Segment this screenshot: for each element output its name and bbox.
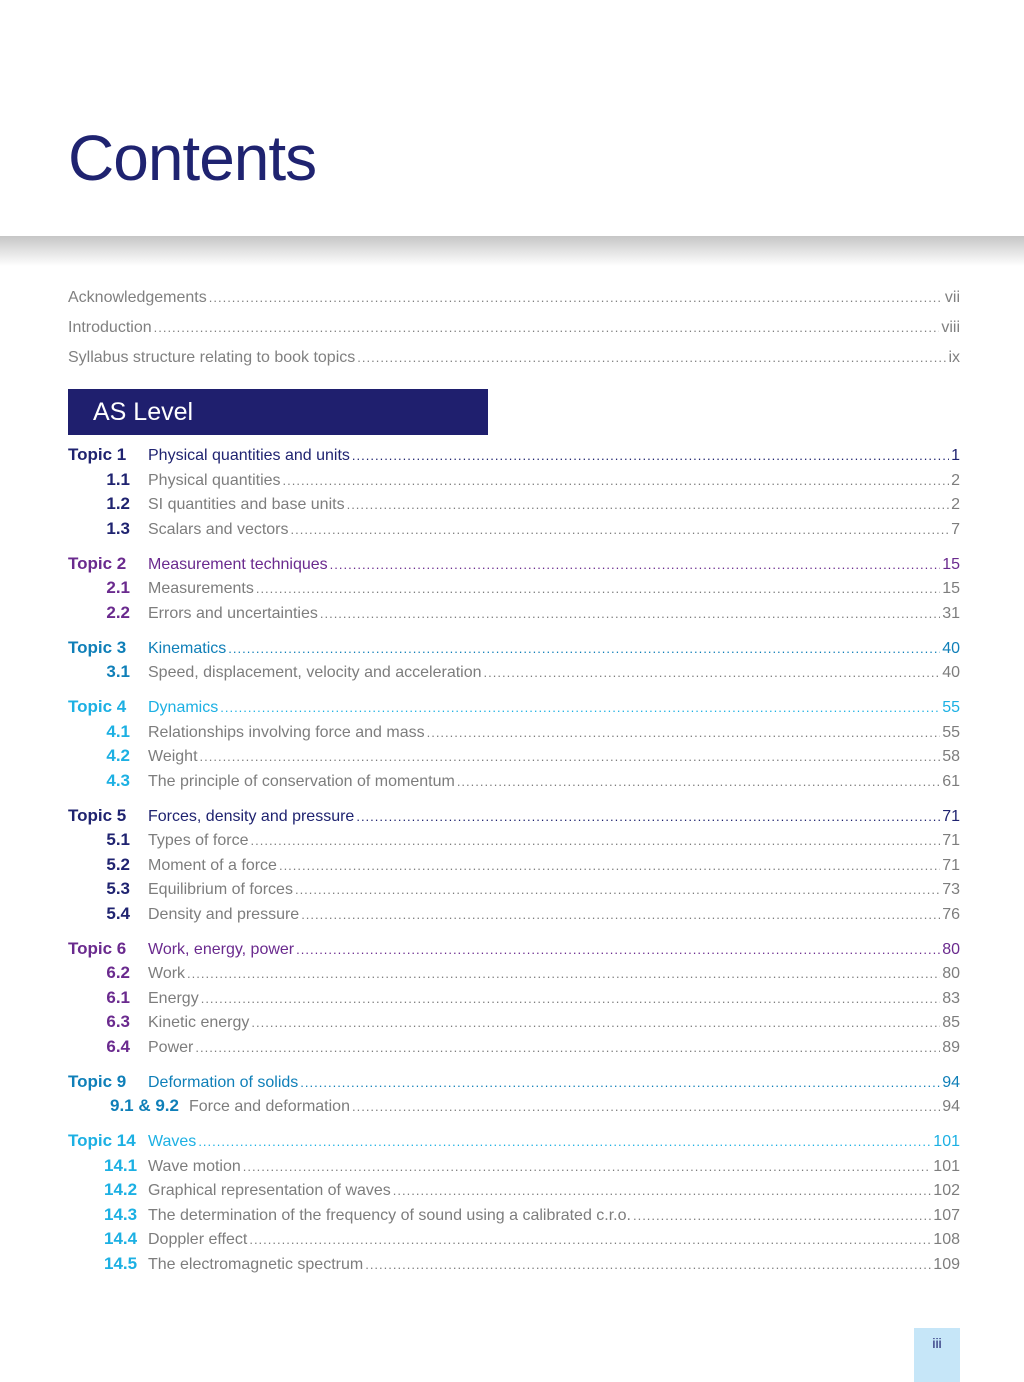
subtopic-page: 15 <box>942 580 960 597</box>
entry-title: Introduction <box>68 319 152 336</box>
subtopic-page: 102 <box>933 1182 960 1199</box>
topic-row[interactable] <box>68 1070 960 1095</box>
dot-leader <box>356 805 940 829</box>
subtopic-row[interactable] <box>68 877 960 902</box>
subtopic-page: 73 <box>942 881 960 898</box>
subtopic-row[interactable] <box>68 769 960 794</box>
toc-list <box>68 443 960 1287</box>
subtopic-title: Speed, displacement, velocity and acceleration <box>148 664 482 681</box>
subtopic-number: 14.2 <box>104 1180 138 1199</box>
subtopic-title: Density and pressure <box>148 905 300 923</box>
subtopic-number: 14.3 <box>104 1204 138 1224</box>
subtopic-page: 80 <box>942 965 960 982</box>
subtopic-page: 107 <box>933 1206 960 1224</box>
subtopic-page: 108 <box>933 1231 960 1248</box>
dot-leader <box>228 637 940 661</box>
subtopic-title: Weight <box>148 748 198 765</box>
subtopic-number: 14.5 <box>104 1253 138 1273</box>
dot-leader <box>357 346 946 370</box>
subtopic-row[interactable] <box>68 853 960 878</box>
topic-title: Physical quantities and units <box>148 447 350 464</box>
dot-leader <box>427 721 941 745</box>
subtopic-row[interactable] <box>68 828 960 853</box>
topic-row[interactable] <box>68 695 960 720</box>
subtopic-number: 5.4 <box>106 903 130 923</box>
front-entry-acknowledgements[interactable] <box>68 286 960 316</box>
topic-row[interactable] <box>68 937 960 962</box>
subtopic-row[interactable] <box>68 744 960 769</box>
topic-label: Topic 6 <box>68 938 127 958</box>
dot-leader <box>457 770 940 794</box>
entry-title: Syllabus structure relating to book topics <box>68 349 356 366</box>
topic-row[interactable] <box>68 636 960 661</box>
topic-page: 1 <box>951 447 960 464</box>
topic-page: 71 <box>942 807 960 825</box>
subtopic-number: 1.2 <box>106 494 130 513</box>
subtopic-page: 7 <box>951 520 960 538</box>
topic-group-2 <box>68 552 960 626</box>
subtopic-row[interactable] <box>68 1178 960 1203</box>
subtopic-row[interactable] <box>68 1154 960 1179</box>
subtopic-page: 55 <box>942 723 960 741</box>
front-matter-list <box>68 286 960 376</box>
section-banner: AS Level <box>68 389 488 435</box>
topic-label: Topic 4 <box>68 697 127 716</box>
subtopic-number: 1.1 <box>106 469 130 489</box>
subtopic-number: 14.1 <box>104 1155 138 1175</box>
topic-group-5 <box>68 804 960 927</box>
subtopic-title: Moment of a force <box>148 856 277 874</box>
subtopic-title: Errors and uncertainties <box>148 604 318 622</box>
subtopic-title: The principle of conservation of momentum <box>148 772 455 790</box>
subtopic-title: Kinetic energy <box>148 1014 250 1031</box>
topic-title: Measurement techniques <box>148 555 328 573</box>
subtopic-row[interactable] <box>68 576 960 601</box>
subtopic-row[interactable] <box>68 1227 960 1252</box>
subtopic-page: 71 <box>942 856 960 874</box>
header-shade <box>0 236 1024 266</box>
subtopic-page: 2 <box>951 496 960 513</box>
topic-page: 80 <box>942 940 960 958</box>
dot-leader <box>220 696 940 720</box>
topic-label: Topic 1 <box>68 445 127 464</box>
subtopic-title: Doppler effect <box>148 1231 248 1248</box>
dot-leader <box>347 493 950 517</box>
subtopic-page: 2 <box>951 471 960 489</box>
dot-leader <box>200 745 941 769</box>
subtopic-number: 9.1 & 9.2 <box>110 1096 179 1115</box>
topic-page: 40 <box>942 639 960 657</box>
topic-page: 15 <box>942 555 960 573</box>
subtopic-number: 4.1 <box>106 721 130 741</box>
topic-label: Topic 9 <box>68 1071 127 1091</box>
dot-leader <box>393 1179 932 1203</box>
entry-page: vii <box>944 289 960 306</box>
front-entry-introduction[interactable] <box>68 316 960 346</box>
subtopic-title: Energy <box>148 989 199 1007</box>
dot-leader <box>301 903 940 927</box>
subtopic-row[interactable] <box>68 492 960 517</box>
topic-title: Work, energy, power <box>148 940 295 958</box>
subtopic-title: Work <box>148 965 186 982</box>
subtopic-title: The determination of the frequency of sound using a calibrated c.r.o. <box>148 1206 631 1224</box>
dot-leader <box>209 286 943 310</box>
topic-label: Topic 5 <box>68 805 127 825</box>
dot-leader <box>251 1011 940 1035</box>
subtopic-number: 6.1 <box>106 987 130 1007</box>
subtopic-page: 101 <box>933 1157 960 1175</box>
subtopic-title: Measurements <box>148 580 254 597</box>
subtopic-number: 6.3 <box>106 1012 130 1031</box>
subtopic-row[interactable] <box>68 720 960 745</box>
dot-leader <box>256 577 940 601</box>
subtopic-page: 85 <box>942 1014 960 1031</box>
subtopic-row[interactable] <box>68 1203 960 1228</box>
subtopic-number: 14.4 <box>104 1229 138 1248</box>
subtopic-page: 94 <box>942 1098 960 1115</box>
subtopic-title: Graphical representation of waves <box>148 1182 391 1199</box>
subtopic-number: 5.2 <box>106 854 130 874</box>
subtopic-row[interactable] <box>68 1035 960 1060</box>
subtopic-number: 5.3 <box>106 879 130 898</box>
subtopic-title: Power <box>148 1038 194 1056</box>
topic-page: 55 <box>942 699 960 716</box>
subtopic-page: 89 <box>942 1038 960 1056</box>
topic-label: Topic 3 <box>68 637 127 657</box>
subtopic-title: SI quantities and base units <box>148 496 345 513</box>
topic-label: Topic 2 <box>68 553 127 573</box>
subtopic-title: Wave motion <box>148 1157 241 1175</box>
subtopic-page: 58 <box>942 748 960 765</box>
dot-leader <box>187 962 940 986</box>
subtopic-page: 40 <box>942 664 960 681</box>
subtopic-row[interactable] <box>68 986 960 1011</box>
dot-leader <box>291 518 950 542</box>
front-entry-syllabus[interactable] <box>68 346 960 376</box>
subtopic-number: 6.2 <box>106 963 130 982</box>
topic-group-14 <box>68 1129 960 1276</box>
subtopic-number: 2.1 <box>106 578 130 597</box>
dot-leader <box>296 938 940 962</box>
topic-group-1 <box>68 443 960 541</box>
page-number-badge: iii <box>914 1328 960 1382</box>
topic-row[interactable] <box>68 552 960 577</box>
subtopic-title: Scalars and vectors <box>148 520 289 538</box>
topic-title: Deformation of solids <box>148 1073 299 1091</box>
subtopic-row[interactable] <box>68 1010 960 1035</box>
subtopic-title: Force and deformation <box>189 1098 350 1115</box>
dot-leader <box>243 1155 932 1179</box>
topic-row[interactable] <box>68 804 960 829</box>
subtopic-number: 3.1 <box>106 662 130 681</box>
subtopic-title: The electromagnetic spectrum <box>148 1255 364 1273</box>
entry-page: viii <box>941 319 960 336</box>
dot-leader <box>154 316 940 340</box>
dot-leader <box>484 661 941 685</box>
dot-leader <box>201 987 941 1011</box>
dot-leader <box>365 1253 931 1277</box>
subtopic-row[interactable] <box>68 660 960 685</box>
subtopic-number: 1.3 <box>106 518 130 538</box>
subtopic-row[interactable] <box>68 517 960 542</box>
subtopic-title: Physical quantities <box>148 471 281 489</box>
subtopic-number: 6.4 <box>106 1036 130 1056</box>
topic-group-4 <box>68 695 960 793</box>
dot-leader <box>330 553 941 577</box>
subtopic-row[interactable] <box>68 1252 960 1277</box>
subtopic-row[interactable] <box>68 961 960 986</box>
subtopic-title: Types of force <box>148 832 249 849</box>
subtopic-number: 5.1 <box>106 830 130 849</box>
topic-row[interactable] <box>68 443 960 468</box>
subtopic-row[interactable] <box>68 601 960 626</box>
entry-title: Acknowledgements <box>68 289 207 306</box>
topic-page: 101 <box>933 1133 960 1150</box>
subtopic-row[interactable] <box>68 902 960 927</box>
topic-title: Forces, density and pressure <box>148 807 355 825</box>
topic-label: Topic 14 <box>68 1131 136 1150</box>
subtopic-number: 2.2 <box>106 602 130 622</box>
topic-title: Waves <box>148 1133 197 1150</box>
dot-leader <box>198 1130 931 1154</box>
dot-leader <box>295 878 940 902</box>
dot-leader <box>300 1071 940 1095</box>
entry-page: ix <box>948 349 960 366</box>
topic-page: 94 <box>942 1073 960 1091</box>
subtopic-row[interactable] <box>68 1094 960 1119</box>
dot-leader <box>279 854 940 878</box>
subtopic-title: Relationships involving force and mass <box>148 723 425 741</box>
subtopic-page: 83 <box>942 989 960 1007</box>
topic-row[interactable] <box>68 1129 960 1154</box>
dot-leader <box>195 1036 940 1060</box>
topic-title: Kinematics <box>148 639 227 657</box>
subtopic-page: 31 <box>942 604 960 622</box>
subtopic-page: 61 <box>942 772 960 790</box>
dot-leader <box>320 602 940 626</box>
dot-leader <box>352 444 949 468</box>
subtopic-title: Equilibrium of forces <box>148 881 293 898</box>
dot-leader <box>251 829 941 853</box>
topic-title: Dynamics <box>148 699 219 716</box>
subtopic-page: 71 <box>942 832 960 849</box>
dot-leader <box>352 1095 940 1119</box>
subtopic-number: 4.2 <box>106 746 130 765</box>
subtopic-page: 109 <box>933 1255 960 1273</box>
dot-leader <box>633 1204 931 1228</box>
topic-group-6 <box>68 937 960 1060</box>
subtopic-page: 76 <box>942 905 960 923</box>
dot-leader <box>249 1228 931 1252</box>
subtopic-number: 4.3 <box>106 770 130 790</box>
topic-group-9 <box>68 1070 960 1119</box>
dot-leader <box>283 469 950 493</box>
page-title: Contents <box>68 122 317 194</box>
subtopic-row[interactable] <box>68 468 960 493</box>
topic-group-3 <box>68 636 960 685</box>
